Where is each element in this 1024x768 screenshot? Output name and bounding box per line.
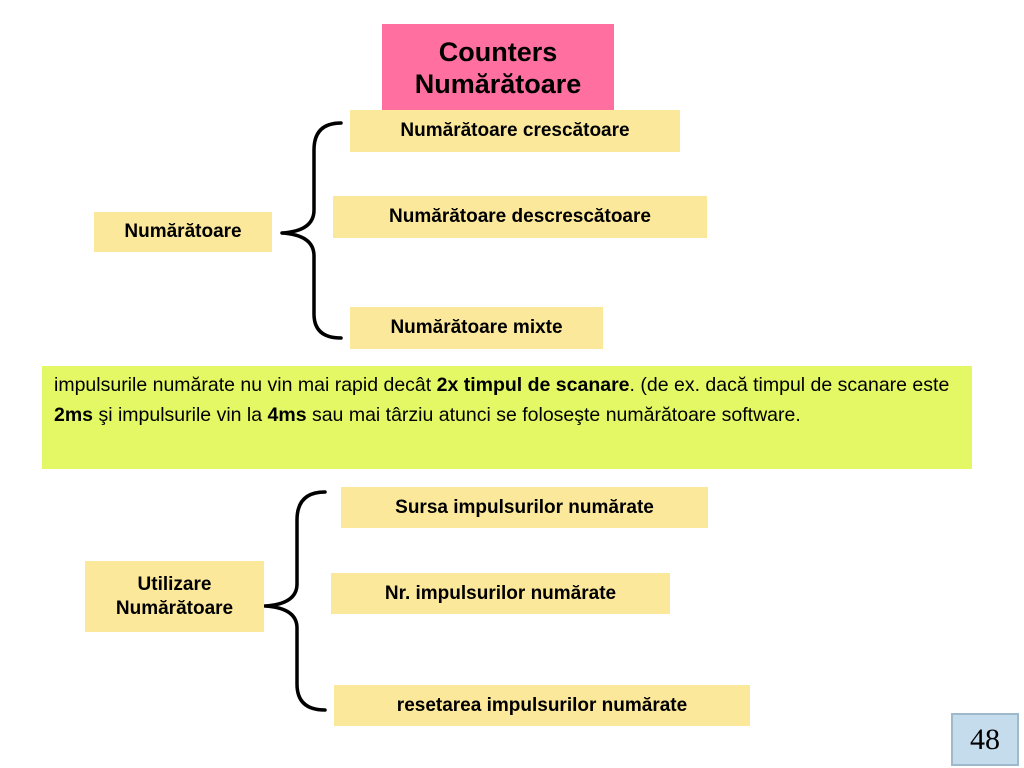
note-part3: şi impulsurile vin la: [93, 404, 268, 426]
node-pulse-reset: [334, 685, 750, 726]
note-bold-4ms: 4ms: [267, 404, 307, 426]
title-line-english: Counters: [438, 36, 558, 67]
note-part2: . (de ex. dacă timpul de scanare este: [629, 374, 950, 396]
node-pulse-count: [331, 573, 670, 614]
node-mixed-counters: [350, 307, 603, 349]
root-counters: [94, 212, 272, 252]
brace-group2: [265, 492, 325, 710]
node-mixed-counters-label: Numărătoare mixte: [390, 317, 563, 338]
root-counters-label: Numărătoare: [124, 221, 242, 242]
title-line-romanian: Numărătoare: [414, 68, 582, 99]
note-bold-scan: 2x timpul de scanare: [436, 374, 630, 396]
node-pulse-reset-label: resetarea impulsurilor numărate: [396, 694, 688, 716]
page-number-label: 48: [970, 722, 1000, 756]
root-usage-line1: Utilizare: [137, 573, 212, 595]
node-pulse-source-label: Sursa impulsurilor numărate: [395, 496, 654, 518]
root-counter-usage: [85, 561, 264, 632]
node-up-counters-label: Numărătoare crescătoare: [400, 120, 630, 141]
root-usage-line2: Numărătoare: [115, 597, 234, 619]
note-bold-2ms: 2ms: [54, 404, 94, 426]
page-number: [951, 713, 1019, 766]
node-up-counters: [350, 110, 680, 152]
node-pulse-source: [341, 487, 708, 528]
note-part4: sau mai târziu atunci se foloseşte numărătoare software.: [306, 404, 801, 426]
node-pulse-count-label: Nr. impulsurilor numărate: [384, 582, 617, 604]
node-down-counters: [333, 196, 707, 238]
note-text: [42, 366, 972, 469]
node-down-counters-label: Numărătoare descrescătoare: [389, 206, 651, 227]
note-part1: impulsurile numărate nu vin mai rapid decât: [54, 374, 437, 396]
